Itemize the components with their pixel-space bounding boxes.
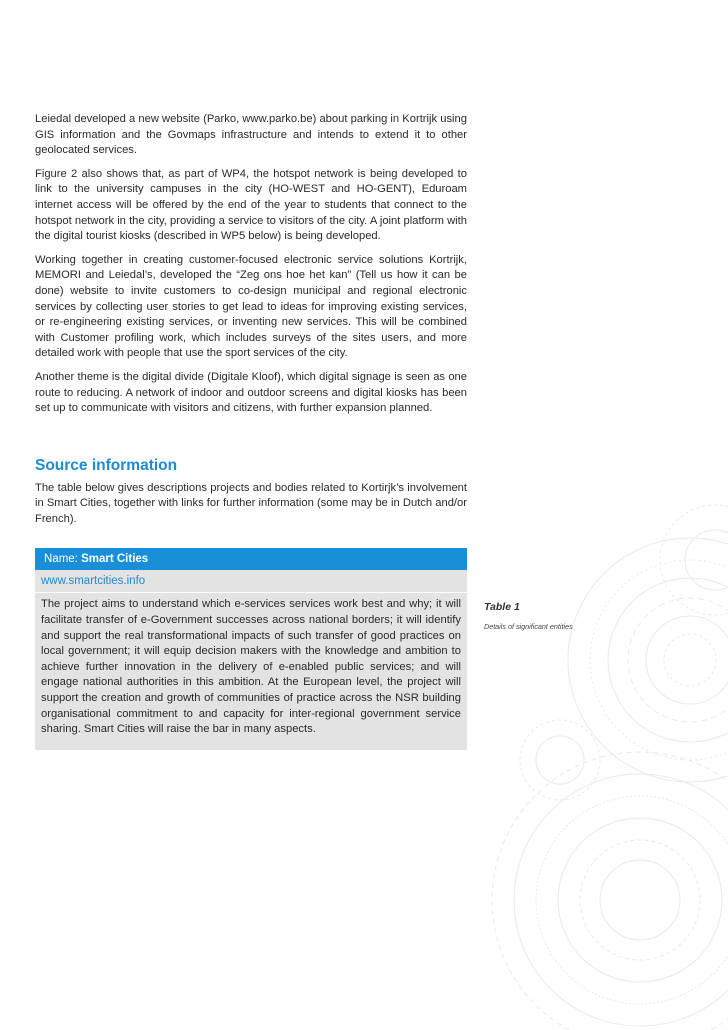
entity-name: Smart Cities (81, 553, 149, 566)
paragraph-digital-divide: Another theme is the digital divide (Digitale Kloof), which digital signage is seen as one route to reducing. A network of indoor and outdoor screens and digital kiosks has been set up to communicate with visitors and citizens, with further expansion planned. (35, 370, 467, 415)
entity-name-label: Name: (44, 553, 82, 566)
entity-name-row (35, 548, 467, 570)
paragraph-parko: Leiedal developed a new website (Parko, www.parko.be) about parking in Kortrijk using GIS information and the Govmaps infrastructure and intends to extend it to other geolocated services. (35, 113, 467, 157)
section-intro: The table below gives descriptions projects and bodies related to Kortirjk’s involvement in Smart Cities, together with links for further information (some may be in Dutch and/or French). (35, 481, 467, 525)
table-caption: Details of significant entities (484, 622, 573, 631)
main-content (35, 112, 467, 750)
entity-url-link[interactable]: www.smartcities.info (35, 570, 467, 593)
table-sidebar (484, 601, 634, 631)
table-label: Table 1 (484, 601, 520, 613)
entity-description: The project aims to understand which e-services services work best and why; it will facilitate transfer of e-Government successes across national borders; it will identify and support the real transformational impacts of such transfer of good practices on local government; it will equip decision makers with the knowledge and ambition to achieve further innovation in the delivery of e-enabled public services; and will engage national authorities in this ambition. At the European level, the project will support the creation and growth of communities of practice across the NSR building organisational commitment to and capacity for inter-regional government service sharing. Smart Cities will raise the bar in many aspects. (35, 593, 467, 749)
section-heading: Source information (35, 456, 178, 474)
paragraph-customer-focused: Working together in creating customer-focused electronic service solutions Kortrijk, MEMORI and Leiedal’s, developed the “Zeg ons hoe het kan” (Tell us how it can be done) website to invite customers to co-design municipal and regional electronic services by collecting user stories to get lead to ideas for improving existing services, or re-engineering existing services, or inventing new services. This will be combined with Customer profiling work, which includes surveys of the sites users, and more detailed work with people that use the sport services of the city. (35, 253, 467, 360)
entity-table (35, 548, 467, 749)
paragraph-hotspot: Figure 2 also shows that, as part of WP4, the hotspot network is being developed to link to the university campuses in the city (HO-WEST and HO-GENT), Eduroam internet access will be offered by the end of the year to students that connect to the hotspot network in the city, providing a service to visitors of the city. A joint platform with the digital tourist kiosks (described in WP5 below) is being developed. (35, 167, 467, 243)
